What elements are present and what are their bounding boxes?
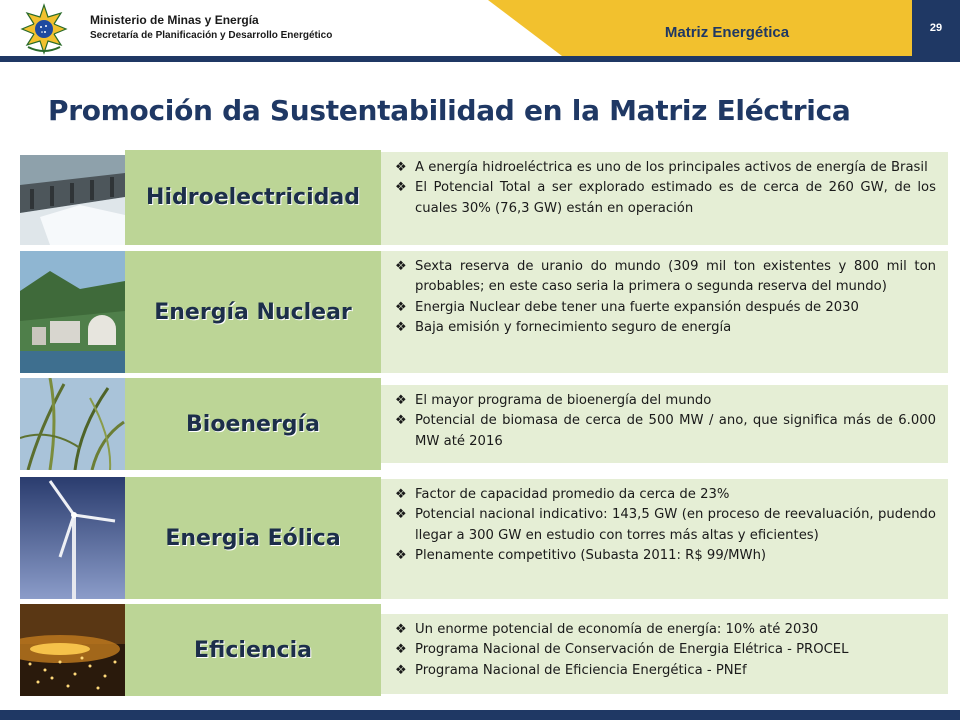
- category-eficiencia: [125, 604, 381, 696]
- section-tag: Matriz Energética: [664, 24, 790, 41]
- diamond-bullet-icon: ❖: [395, 487, 407, 502]
- list-item: ❖ Factor de capacidad promedio da cerca de 23%: [395, 485, 936, 505]
- dam-spillway-photo: [20, 155, 125, 245]
- category-label: Energía Nuclear: [154, 299, 352, 325]
- footer-bar: [0, 710, 960, 720]
- list-item: ❖ El Potencial Total a ser explorado estimado es de cerca de 260 GW, de los cuales 30% (76,3 GW) están en operación: [395, 180, 936, 216]
- list-item: ❖ Potencial nacional indicativo: 143,5 GW (en proceso de reevaluación, pudendo llegar a 300 GW en estudio con torres más altas y eficientes): [395, 507, 936, 543]
- category-label: Energia Eólica: [165, 525, 341, 551]
- diamond-bullet-icon: ❖: [395, 393, 407, 408]
- category-bioenergia: [125, 378, 381, 470]
- wind-turbine-photo: [20, 477, 125, 599]
- diamond-bullet-icon: ❖: [395, 160, 407, 175]
- description-energia-eolica: [381, 479, 948, 599]
- diamond-bullet-icon: ❖: [395, 180, 407, 196]
- diamond-bullet-icon: ❖: [395, 413, 407, 429]
- diamond-bullet-icon: ❖: [395, 299, 407, 315]
- list-item: ❖ A energía hidroeléctrica es uno de los principales activos de energía de Brasil: [395, 158, 936, 178]
- description-bioenergia: [381, 385, 948, 463]
- list-item: ❖ Sexta reserva de uranio do mundo (309 mil ton existentes y 800 mil ton probables; en este caso seria la primera o segunda reserva del mundo): [395, 259, 936, 295]
- brazil-coat-of-arms-icon: [18, 3, 70, 55]
- category-energia-eolica: [125, 477, 381, 599]
- sugarcane-photo: [20, 378, 125, 470]
- list-item: ❖ Programa Nacional de Eficiencia Energética - PNEf: [395, 661, 936, 681]
- list-item: ❖ Programa Nacional de Conservación de Energia Elétrica - PROCEL: [395, 640, 936, 660]
- diamond-bullet-icon: ❖: [395, 662, 407, 678]
- list-item: ❖ El mayor programa de bioenergía del mundo: [395, 391, 936, 411]
- ministry-name: Ministerio de Minas y Energía: [90, 13, 259, 27]
- list-item: ❖ Un enorme potencial de economía de energía: 10% até 2030: [395, 620, 936, 640]
- list-item: ❖ Plenamente competitivo (Subasta 2011: R$ 99/MWh): [395, 546, 936, 566]
- description-energia-nuclear: [381, 251, 948, 373]
- category-label: Bioenergía: [186, 411, 320, 437]
- diamond-bullet-icon: ❖: [395, 259, 407, 274]
- diamond-bullet-icon: ❖: [395, 622, 407, 637]
- slide-header: [0, 0, 960, 62]
- description-eficiencia: [381, 614, 948, 694]
- slide-title: Promoción da Sustentabilidad en la Matriz Eléctrica: [48, 94, 851, 127]
- city-lights-photo: [20, 604, 125, 696]
- list-item: ❖ Potencial de biomasa de cerca de 500 MW / ano, que significa más de 6.000 MW até 2016: [395, 413, 936, 449]
- diamond-bullet-icon: ❖: [395, 320, 407, 336]
- secretaria-name: Secretaría de Planificación y Desarrollo Energético: [90, 30, 333, 41]
- category-label: Eficiencia: [194, 637, 312, 663]
- diamond-bullet-icon: ❖: [395, 642, 407, 658]
- list-item: ❖ Baja emisión y fornecimiento seguro de energía: [395, 318, 936, 338]
- diamond-bullet-icon: ❖: [395, 507, 407, 523]
- category-hidroelectricidad: [125, 150, 381, 245]
- page-number: 29: [929, 22, 943, 34]
- category-label: Hidroelectricidad: [146, 185, 360, 210]
- description-hidroelectricidad: [381, 152, 948, 245]
- list-item: ❖ Energia Nuclear debe tener una fuerte expansión después de 2030: [395, 298, 936, 318]
- category-energia-nuclear: [125, 251, 381, 373]
- diamond-bullet-icon: ❖: [395, 548, 407, 564]
- nuclear-plant-photo: [20, 251, 125, 373]
